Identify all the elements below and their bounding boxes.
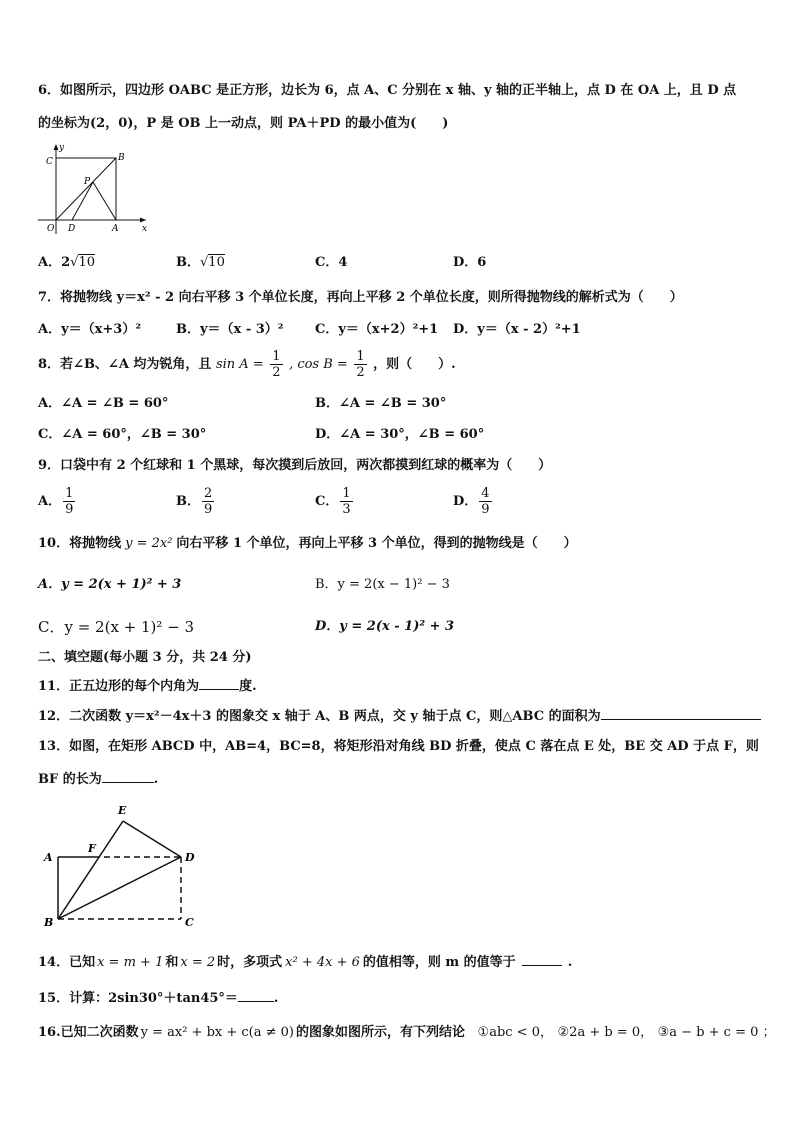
q16-expr: y = ax² + bx + c(a ≠ 0) [140, 1025, 294, 1040]
q16-text [38, 1024, 776, 1042]
q13-fig-label-a: A [44, 851, 53, 864]
q9-option-a [38, 484, 77, 520]
q9-option-d-label: D． [453, 494, 478, 509]
q7-option-c: C．y＝（x+2）²+1 [315, 322, 439, 337]
q8-option-d: D．∠A = 30°，∠B = 60° [315, 427, 485, 442]
q9-option-d [453, 484, 494, 520]
q8-den-1: 2 [272, 365, 281, 380]
q8-sin-a: sin A = [215, 357, 264, 372]
q14-expr2: x = 2 [180, 955, 216, 970]
q10-option-d: D．y = 2(x ‐ 1)² + 3 [315, 619, 455, 634]
q9-option-b [176, 484, 216, 520]
q6-fig-label-a: A [112, 224, 119, 234]
q6-option-b [176, 254, 225, 272]
q7-option-a: A．y＝（x+3）² [38, 322, 142, 337]
q14-end: . [567, 955, 573, 970]
q9-option-a-num: 1 [65, 486, 74, 501]
q11-before: 11．正五边形的每个内角为 [38, 679, 200, 694]
q8-option-c: C．∠A = 60°，∠B = 30° [38, 427, 207, 442]
q9-option-a-label: A． [38, 494, 62, 509]
q10-option-a: A．y = 2(x + 1)² + 3 [38, 577, 182, 592]
q14-and: 和 [165, 955, 179, 970]
q11-answer-blank[interactable] [199, 676, 239, 690]
q10-option-c: C．y = 2(x + 1)² − 3 [38, 618, 195, 636]
q6-fig-label-b: B [118, 153, 125, 163]
q13-end: . [153, 772, 159, 787]
q14-poly: x² + 4x + 6 [285, 955, 360, 970]
q6-option-a [38, 254, 95, 272]
q16-conclusion-2: ②2a + b = 0， [557, 1025, 654, 1040]
sqrt-symbol: √ [70, 255, 79, 270]
q6-option-c: C．4 [315, 255, 348, 270]
q6-option-b-prefix: B． [176, 255, 200, 270]
q6-fig-label-d: D [68, 224, 76, 234]
q9-text: 9．口袋中有 2 个红球和 1 个黑球，每次摸到后放回，两次都摸到红球的概率为（ ） [38, 458, 552, 473]
q11-after: 度. [239, 679, 257, 694]
q13-line2 [38, 769, 158, 789]
q9-option-d-den: 9 [481, 502, 490, 517]
q8-prefix: 8．若∠B、∠A 均为锐角，且 [38, 357, 212, 372]
q6-fig-label-p: P [84, 177, 91, 187]
q15-text [38, 988, 278, 1008]
q9-option-d-num: 4 [481, 486, 490, 501]
q14-mid: 时，多项式 [217, 955, 283, 970]
q9-option-c-label: C． [315, 494, 339, 509]
q10-option-b: B．y = 2(x − 1)² − 3 [315, 577, 450, 592]
q9-option-c [315, 484, 355, 520]
q8-fraction-2 [354, 349, 366, 380]
q6-fig-label-y: y [59, 143, 65, 153]
section-2-heading: 二、填空题(每小题 3 分，共 24 分) [38, 650, 252, 665]
q8-num-1: 1 [272, 349, 281, 364]
q10-suffix: 向右平移 1 个单位，再向上平移 3 个单位，得到的抛物线是（ ） [176, 536, 577, 551]
q9-option-a-den: 9 [65, 502, 74, 517]
q6-figure [34, 140, 154, 238]
q13-figure [36, 798, 206, 930]
q10-text [38, 535, 577, 553]
q14-expr1: x = m + 1 [97, 955, 164, 970]
q13-fig-label-f: F [88, 842, 96, 855]
q8-option-a: A．∠A = ∠B = 60° [38, 396, 169, 411]
q9-option-b-label: B． [176, 494, 200, 509]
q9-option-c-den: 3 [342, 502, 351, 517]
q8-text [38, 349, 456, 381]
q15-answer-blank[interactable] [238, 988, 274, 1002]
q9-option-d-fraction [479, 486, 491, 517]
q6-line2: 的坐标为(2，0)，P 是 OB 上一动点，则 PA＋PD 的最小值为( ) [38, 116, 449, 131]
q6-fig-label-o: O [47, 224, 55, 234]
q6-option-a-prefix: A．2 [38, 255, 71, 270]
q6-line1: 6．如图所示，四边形 OABC 是正方形，边长为 6，点 A、C 分别在 x 轴、y 轴的正半轴上，点 D 在 OA 上，且 D 点 [38, 83, 737, 98]
q6-fig-label-x: x [142, 224, 148, 234]
q12-body: 12．二次函数 y＝x²－4x＋3 的图象交 x 轴于 A、B 两点，交 y 轴于点 C，则△ABC 的面积为 [38, 709, 601, 724]
q8-fraction-1 [270, 349, 282, 380]
q6-option-b-radicand: 10 [208, 255, 225, 270]
q8-num-2: 1 [356, 349, 365, 364]
q8-suffix: ，则（ ）. [373, 357, 456, 372]
q8-den-2: 2 [356, 365, 365, 380]
q14-answer-blank[interactable] [522, 952, 562, 966]
q9-option-b-den: 9 [204, 502, 213, 517]
q13-fig-label-b: B [44, 916, 54, 929]
q7-option-b: B．y＝（x ‐ 3）² [176, 322, 284, 337]
q11-text [38, 676, 257, 696]
q13-line2-text: BF 的长为 [38, 772, 102, 787]
q13-fig-label-c: C [185, 916, 194, 929]
q15-end: . [273, 991, 279, 1006]
q14-suffix: 的值相等，则 m 的值等于 [362, 955, 516, 970]
q12-text [38, 706, 761, 726]
q12-answer-blank[interactable] [601, 706, 761, 720]
q10-prefix: 10．将抛物线 [38, 536, 122, 551]
q16-conclusion-3: ③a − b + c = 0 ； [657, 1025, 776, 1040]
q7-text: 7．将抛物线 y＝x² ‐ 2 向右平移 3 个单位长度，再向上平移 2 个单位长度，则所得抛物线的解析式为（ ） [38, 290, 683, 305]
q9-option-c-fraction [340, 486, 352, 517]
q7-option-d: D．y＝（x ‐ 2）²+1 [453, 322, 581, 337]
q16-suffix: 的图象如图所示，有下列结论 [296, 1025, 466, 1040]
q10-expr: y = 2x² [125, 536, 173, 551]
q9-option-a-fraction [63, 486, 75, 517]
q6-fig-label-c: C [46, 157, 53, 167]
sqrt-symbol: √ [200, 255, 209, 270]
q14-text [38, 952, 572, 972]
q9-option-b-num: 2 [204, 486, 213, 501]
q14-prefix: 14．已知 [38, 955, 96, 970]
q16-prefix: 16.已知二次函数 [38, 1025, 139, 1040]
q13-line1: 13．如图，在矩形 ABCD 中，AB=4，BC=8，将矩形沿对角线 BD 折叠，使点 C 落在点 E 处，BE 交 AD 于点 F，则 [38, 739, 759, 754]
q8-option-b: B．∠A = ∠B = 30° [315, 396, 447, 411]
q9-option-c-num: 1 [342, 486, 351, 501]
q9-option-b-fraction [202, 486, 214, 517]
q6-option-d: D．6 [453, 255, 487, 270]
q6-option-a-radicand: 10 [78, 255, 95, 270]
q8-cos-b: , cos B = [289, 357, 348, 372]
q16-conclusion-1: ①abc < 0， [477, 1025, 553, 1040]
q15-body: 15．计算：2sin30°＋tan45°＝ [38, 991, 238, 1006]
q13-fig-label-e: E [118, 804, 127, 817]
q13-fig-label-d: D [185, 851, 195, 864]
q13-answer-blank[interactable] [102, 769, 154, 783]
